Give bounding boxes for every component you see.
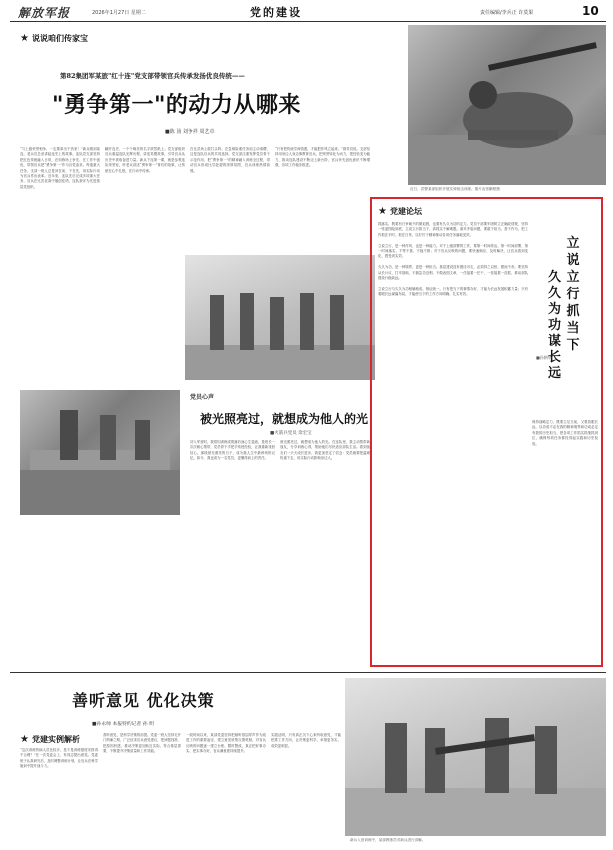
forum-headline-line-1: 立说立行抓当下: [566, 236, 580, 353]
bottom-label: [20, 734, 80, 745]
team-photo: [185, 255, 375, 380]
forum-label-text: 党建论坛: [389, 207, 422, 216]
bottom-body-col-1: “这次训练伤病人员比较多，是不是训练强度安排得不合理？”在一次党委会上，有同志提出意见。党委班子认真研究后，及时调整训练计划，让官兵在科学施训中提升战斗力。: [20, 748, 98, 769]
editors-line: 责任编辑/李兵正 许莫果: [480, 10, 534, 16]
soldiers-photo: [20, 390, 180, 515]
bottom-label-text: 党建实例解析: [31, 735, 80, 744]
page-number: 10: [582, 4, 599, 18]
newspaper-logo: 解放军报: [18, 6, 71, 20]
top-headline: "勇争第一"的动力从哪来: [52, 93, 301, 118]
star-icon: ★: [20, 734, 29, 745]
top-byline: ■陈 汤 刘争祥 周艺卓: [165, 129, 215, 135]
column-label: [20, 33, 88, 44]
top-body-col-4: “只有把传统学深悟透，才能把作风立起来。”指导员说。支部坚持用身边人身边事教育官兵，把荣誉转化为动力，把经验变为能力，推动连队建设不断迈上新台阶，官兵争先创优意识不断增强，各项工作稳步推进。: [275, 147, 370, 168]
star-icon: ★: [20, 33, 29, 44]
training-photo: [408, 25, 606, 185]
bottom-body-col-2: 善听意见，是科学决策的前提。党委一班人坚持走开门纳谏之路，广泛征求官兵意见建议，把问题找准、把原因析透，推动决策更加贴近实际、符合基层需要，不断提升决策质量和工作效能。: [103, 733, 181, 754]
top-body-col-1: “与上级荣誉相争，一定要拿出干劲来！”新兵刚到某连，老兵们总爱讲起连史上的故事。连队党支部坚持把红色传统融入日常，在训练场上争先、在工作中创优，带领官兵把“勇争第一”作为自觉追求。每逢重大任务，支部一班人总是冲在前、干在先，用实际行动为官兵作出表率。近年来，连队先后完成多项重大任务，官兵在比武竞赛中屡创佳绩，连队被评为先进基层党组织。: [20, 147, 100, 189]
star-icon: ★: [378, 206, 387, 217]
essay-header: 党员心声: [190, 394, 215, 401]
photo-caption: 近日，武警某部组织开展实弹射击训练。图片由张鹏程摄: [410, 187, 500, 191]
bottom-body-col-3: 一段时间以来，某部党委坚持把倾听基层呼声作为改进工作的重要途径，建立意见收集反馈机制，对官兵反映的问题逐一建立台账、限时整改，真正把好事办实、把实事办好，官兵满意度持续提升。: [186, 733, 266, 754]
top-body-col-2: 翻开连史，一个个响亮的名字跃然纸上。党支部组织官兵重温连队光辉历程，讲述英模故事，引导官兵从历史中汲取奋进力量。新兵下连第一课，就是参观连队荣誉室，听老兵讲述“勇争第一”背后的故事，让传统在心中扎根，在行动中传承。: [105, 147, 185, 173]
essay-headline: 被光照亮过，就想成为他人的光: [200, 412, 369, 426]
bottom-headline: 善听意见 优化决策: [72, 691, 215, 710]
bottom-photo-caption: 新兵入营训练中，某部教练员对新兵进行讲解。: [350, 838, 426, 842]
forum-body-col-2: 保持战略定力，既要立足当前，又要放眼长远，以功成不必在我的精神境界和功成必定有我的历史担当，把各项工作抓实抓细抓到位，确保每项任务都经得起实践和历史检验。: [532, 420, 598, 446]
forum-headline-line-2: 久久为功谋长远: [548, 270, 562, 381]
essay-body-col-2: 被光照亮过，就想成为他人的光。在连队里，我主动帮带新战友，分享训练心得，帮助他们尽快适应部队生活。看到战友们一天天成长进步，我更加坚定了信念：党员就要把温暖传递下去，用实际行动影响身边人。: [280, 440, 370, 461]
top-subtitle: 第82集团军某旅"红十连"党支部带领官兵传承发扬优良传统——: [60, 72, 245, 80]
essay-body-col-1: 初入军营时，我曾因训练成绩落后而心生退意。是班长一次次耐心帮带，党员骨干手把手传授经验，让我重新找回信心。那段被光照亮的日子，成为我人生中最珍贵的记忆。如今，我也成为一名党员，更懂得肩上的责任。: [190, 440, 275, 461]
forum-body-col-1: 抓落实，既要有只争朝夕的紧迫感，也要有久久为功的定力。党员干部要牢固树立正确政绩观，坚持一张蓝图绘到底，立说立行抓当下，真抓实干解难题。面对矛盾问题，要敢于担当、善于作为，把工作抓在平时、抓在日常，以钉钉子精神推动各项任务落地见效。 立说立行，是一种作风，也是一种能力。对于上级部署的工作，要第一时间传达、第一时间部署、第一时间落实，不等不靠、不拖不推；对于官兵反映的问题，要快速响应、及时解决，让官兵看到变化、感受到实效。 久久为功，是一种境界，更是一种担当。基层建设没有捷径可走，必须持之以恒、锲而不舍。要坚持从长计议、打牢基础，不搞急功近利、不做表面文章，一任接着一任干，一茬接着一茬抓，推动部队建设行稳致远。 立说立行与久久为功相辅相成、辩证统一。只有把当下的事情办好，才能为长远发展积蓄力量；只有着眼长远谋篇布局，才能使当下的工作方向明确、扎实有效。: [378, 222, 528, 297]
column-label-text: 说说咱们传家宝: [31, 34, 88, 43]
training-instruction-photo: [345, 678, 606, 836]
forum-label: [378, 206, 422, 217]
bottom-body-col-4: 实践证明，只有真正沉下心来听取意见，才能把准工作方向，让决策更科学、举措更务实、成效更明显。: [271, 733, 341, 748]
masthead: [10, 4, 606, 20]
date-line: 2026年1月27日 星期二: [92, 10, 146, 16]
bottom-rule: [10, 672, 606, 673]
top-body-col-3: 在比武场上敢打头阵、在急难险重任务前主动请缨，这是连队官兵的共同选择。党支部注重发挥党员骨干示范作用，把“勇争第一”的精神融入训练全过程，带动官兵形成比学赶超的浓厚氛围，官兵训练热情高涨。: [190, 147, 270, 173]
bottom-byline: ■孙永帅 本报特约记者 孙 明: [92, 722, 154, 727]
forum-author: ■孙朝华: [536, 355, 552, 360]
section-name: 党的建设: [250, 6, 302, 19]
masthead-rule: [10, 21, 606, 22]
essay-byline: ■火箭兵党员 余宏宝: [270, 431, 312, 436]
